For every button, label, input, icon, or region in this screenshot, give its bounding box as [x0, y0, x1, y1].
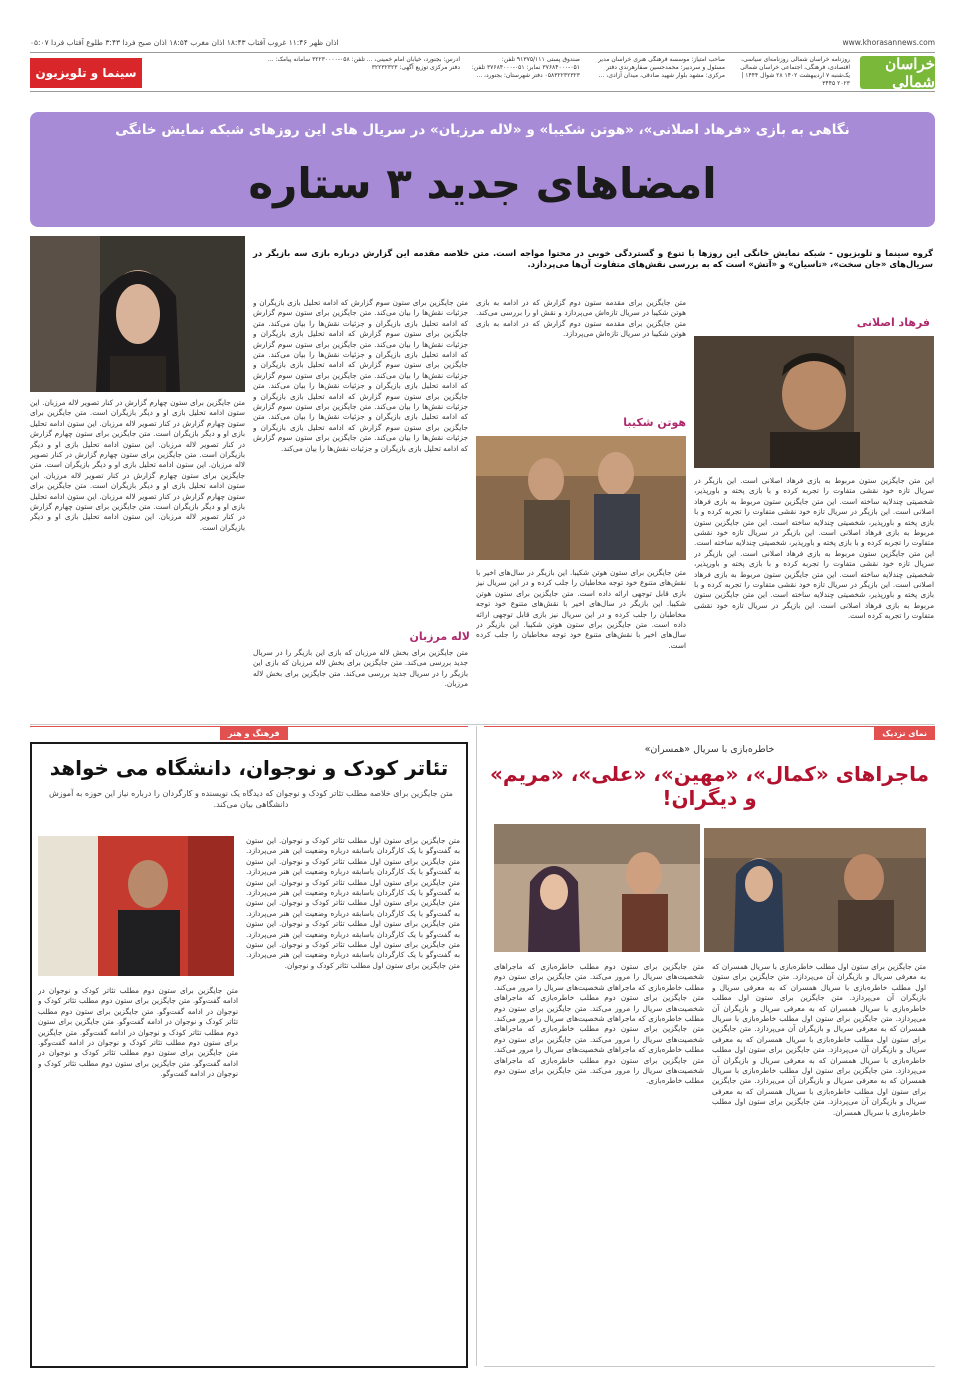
article-column-3: متن جایگزین برای ستون سوم گزارش که ادامه تحلیل بازی بازیگران و جزئیات نقش‌ها را بیان می‌کند. متن جایگزین برای ستون سوم گزارش که ادامه تحلیل بازی بازیگران و جزئیات نقش‌ها را بیان می‌کند. متن جایگزین برای ستون سوم گزارش که ادامه تحلیل بازی بازیگران و جزئیات نقش‌ها را بیان می‌کند. متن جایگزین برای ستون سوم گزارش که ادامه تحلیل بازی بازیگران و جزئیات نقش‌ها را بیان می‌کند. متن جایگزین برای ستون سوم گزارش که ادامه تحلیل بازی بازیگران و جزئیات نقش‌ها را بیان می‌کند. متن جایگزین برای ستون سوم گزارش که ادامه تحلیل بازی بازیگران و جزئیات نقش‌ها را بیان می‌کند. متن جایگزین برای ستون سوم گزارش که ادامه تحلیل بازی بازیگران و جزئیات نقش‌ها را بیان می‌کند. متن جایگزین برای ستون سوم گزارش که ادامه تحلیل بازی بازیگران و جزئیات نقش‌ها را بیان می‌کند. متن جایگزین برای ستون سوم گزارش که ادامه تحلیل بازی بازیگران و جزئیات نقش‌ها را بیان می‌کند. متن جایگزین برای ستون سوم گزارش که ادامه تحلیل بازی بازیگران و جزئیات نقش‌ها را بیان می‌کند. [253, 298, 468, 453]
hootan-shakiba-photo [476, 436, 686, 560]
section-badge[interactable]: سینما و تلویزیون [30, 58, 142, 88]
laleh-marzban-text: متن جایگزین برای بخش لاله مرزبان که بازی این بازیگر را در سریال جدید بررسی می‌کند. متن جایگزین برای بخش لاله مرزبان که بازی این بازیگر را در سریال جدید بررسی می‌کند. متن جایگزین برای بخش لاله مرزبان. [253, 648, 468, 689]
newspaper-logo[interactable]: خراسان شمالی [860, 56, 935, 89]
hamsaran-kicker: خاطره‌بازی با سریال «همسران» [644, 744, 775, 755]
laleh-marzban-heading: لاله مرزبان [409, 630, 470, 643]
laleh-marzban-photo [30, 236, 245, 392]
masthead [30, 52, 935, 92]
banner-subtitle: نگاهی به بازی «فرهاد اصلانی»، «هوتن شکیبا» و «لاله مرزبان» در سریال های این روزهای شبکه نمایش خانگی [115, 122, 850, 138]
top-strip [30, 36, 935, 48]
farhad-aslani-photo [694, 336, 934, 468]
hamsaran-photo-1 [704, 828, 926, 952]
section-divider [30, 724, 935, 725]
theatre-headline: تئاتر کودک و نوجوان، دانشگاه می خواهد [49, 756, 449, 780]
close-up-tag-line [484, 726, 935, 740]
hamsaran-column-2: متن جایگزین برای ستون دوم مطلب خاطره‌بازی که ماجراهای شخصیت‌های سریال را مرور می‌کند. متن جایگزین برای ستون دوم مطلب خاطره‌بازی که ماجراهای شخصیت‌های سریال را مرور می‌کند. متن جایگزین برای ستون دوم مطلب خاطره‌بازی که ماجراهای شخصیت‌های سریال را مرور می‌کند. متن جایگزین برای ستون دوم مطلب خاطره‌بازی که ماجراهای شخصیت‌های سریال را مرور می‌کند. متن جایگزین برای ستون دوم مطلب خاطره‌بازی که ماجراهای شخصیت‌های سریال را مرور می‌کند. متن جایگزین برای ستون دوم مطلب خاطره‌بازی که ماجراهای شخصیت‌های سریال را مرور می‌کند. متن جایگزین برای ستون دوم مطلب خاطره‌بازی که ماجراهای شخصیت‌های سریال را مرور می‌کند. متن جایگزین برای ستون دوم مطلب خاطره‌بازی. [494, 962, 704, 1086]
culture-tag[interactable]: فرهنگ و هنر [220, 726, 288, 740]
theatre-lead: متن جایگزین برای خلاصه مطلب تئاتر کودک و نوجوان که دیدگاه یک نویسنده و کارگردان را درباره نیاز این حوزه به آموزش دانشگاهی بیان می‌کند. [49, 789, 453, 809]
hamsaran-bottom-rule [484, 1366, 935, 1367]
hamsaran-headline: ماجراهای «کمال»، «مهین»، «علی»، «مریم» و دیگران! [489, 762, 930, 810]
banner-headline: امضاهای جدید ۳ ستاره [248, 159, 717, 208]
prayer-times: اذان ظهر ۱۱:۴۶ غروب آفتاب ۱۸:۴۳ اذان مغرب ۱۸:۵۴ اذان صبح فردا ۳:۴۳ طلوع آفتاب فردا ۰۵:۰۷ [30, 37, 339, 47]
masthead-info-2: صاحب امتیاز: موسسه فرهنگی هنری خراسان مدیر مسئول و سردبیر: محمدحسین صفارهرندی دفتر مرکزی: مشهد بلوار شهید صادقی، میدان آزادی، ... [598, 56, 725, 79]
theatre-column-1: متن جایگزین برای ستون اول مطلب تئاتر کودک و نوجوان. این ستون به گفت‌وگو با یک کارگردان باسابقه درباره وضعیت این هنر می‌پردازد. متن جایگزین برای ستون اول مطلب تئاتر کودک و نوجوان. این ستون به گفت‌وگو با یک کارگردان باسابقه درباره وضعیت این هنر می‌پردازد. متن جایگزین برای ستون اول مطلب تئاتر کودک و نوجوان. این ستون به گفت‌وگو با یک کارگردان باسابقه درباره وضعیت این هنر می‌پردازد. متن جایگزین برای ستون اول مطلب تئاتر کودک و نوجوان. این ستون به گفت‌وگو با یک کارگردان باسابقه درباره وضعیت این هنر می‌پردازد. متن جایگزین برای ستون اول مطلب تئاتر کودک و نوجوان. این ستون به گفت‌وگو با یک کارگردان باسابقه درباره وضعیت این هنر می‌پردازد. متن جایگزین برای ستون اول مطلب تئاتر کودک و نوجوان. این ستون به گفت‌وگو با یک کارگردان باسابقه درباره وضعیت این هنر می‌پردازد. متن جایگزین برای ستون اول مطلب تئاتر کودک و نوجوان. [246, 836, 460, 970]
masthead-info-4: آدرس: بجنورد، خیابان امام خمینی، ... تلفن: ۰۵۸-۳۲۲۳۰۰۰۰ سامانه پیامک: ... دفتر مرکزی توزیع آگهی: ۳۲۲۳۲۳۲۳ [267, 56, 460, 71]
hootan-shakiba-heading: هوتن شکیبا [623, 416, 686, 429]
farhad-aslani-heading: فرهاد اصلانی [856, 316, 930, 329]
theatre-director-photo [38, 836, 234, 976]
article-column-4: متن جایگزین برای ستون چهارم گزارش در کنار تصویر لاله مرزبان. این ستون ادامه تحلیل بازی او و دیگر بازیگران است. متن جایگزین برای ستون چهارم گزارش در کنار تصویر لاله مرزبان. این ستون ادامه تحلیل بازی او و دیگر بازیگران است. متن جایگزین برای ستون چهارم گزارش در کنار تصویر لاله مرزبان. این ستون ادامه تحلیل بازی او و دیگر بازیگران است. متن جایگزین برای ستون چهارم گزارش در کنار تصویر لاله مرزبان. این ستون ادامه تحلیل بازی او و دیگر بازیگران است. متن جایگزین برای ستون چهارم گزارش در کنار تصویر لاله مرزبان. این ستون ادامه تحلیل بازی او و دیگر بازیگران است. متن جایگزین برای ستون چهارم گزارش در کنار تصویر لاله مرزبان. این ستون ادامه تحلیل بازی او و دیگر بازیگران است. متن جایگزین برای ستون چهارم گزارش در کنار تصویر لاله مرزبان. این ستون ادامه تحلیل بازی او و دیگر بازیگران است. [30, 398, 245, 532]
hootan-intro-text: متن جایگزین برای مقدمه ستون دوم گزارش که در ادامه به بازی هوتن شکیبا در سریال تازه‌اش می‌پردازد و نقش او را بررسی می‌کند. متن جایگزین برای مقدمه ستون دوم گزارش که در ادامه به بازی هوتن شکیبا در سریال تازه‌اش می‌پردازد. [476, 298, 686, 339]
hootan-shakiba-text: متن جایگزین برای ستون هوتن شکیبا. این بازیگر در سال‌های اخیر با نقش‌های متنوع خود توجه مخاطبان را جلب کرده و در این سریال نیز بازی قابل توجهی ارائه داده است. متن جایگزین برای ستون هوتن شکیبا. این بازیگر در سال‌های اخیر با نقش‌های متنوع خود توجه مخاطبان را جلب کرده و در این سریال نیز بازی قابل توجهی ارائه داده است. متن جایگزین برای ستون هوتن شکیبا. این بازیگر در سال‌های اخیر با نقش‌های متنوع خود توجه مخاطبان را جلب کرده است. [476, 568, 686, 650]
farhad-aslani-text: این متن جایگزین ستون مربوط به بازی فرهاد اصلانی است. این بازیگر در سریال تازه خود نقشی متفاوت را تجربه کرده و با بازی پخته و باورپذیر، شخصیتی چندلایه ساخته است. این متن جایگزین ستون مربوط به بازی فرهاد اصلانی است. این بازیگر در سریال تازه خود نقشی متفاوت را تجربه کرده و با بازی پخته و باورپذیر، شخصیتی چندلایه ساخته است. این متن جایگزین ستون مربوط به بازی فرهاد اصلانی است. این بازیگر در سریال تازه خود نقشی متفاوت را تجربه کرده و با بازی پخته و باورپذیر، شخصیتی چندلایه ساخته است. این متن جایگزین ستون مربوط به بازی فرهاد اصلانی است. این بازیگر در سریال تازه خود نقشی متفاوت را تجربه کرده و با بازی پخته و باورپذیر، شخصیتی چندلایه ساخته است. این متن جایگزین ستون مربوط به بازی فرهاد اصلانی است. این بازیگر در سریال تازه خود نقشی متفاوت را تجربه کرده و با بازی پخته و باورپذیر، شخصیتی چندلایه ساخته است. این متن جایگزین ستون مربوط به بازی فرهاد اصلانی است. این بازیگر در سریال تازه خود نقشی متفاوت را تجربه کرده است. [694, 476, 934, 621]
theatre-column-2: متن جایگزین برای ستون دوم مطلب تئاتر کودک و نوجوان در ادامه گفت‌وگو. متن جایگزین برای ستون دوم مطلب تئاتر کودک و نوجوان در ادامه گفت‌وگو. متن جایگزین برای ستون دوم مطلب تئاتر کودک و نوجوان در ادامه گفت‌وگو. متن جایگزین برای ستون دوم مطلب تئاتر کودک و نوجوان در ادامه گفت‌وگو. متن جایگزین برای ستون دوم مطلب تئاتر کودک و نوجوان در ادامه گفت‌وگو. متن جایگزین برای ستون دوم مطلب تئاتر کودک و نوجوان در ادامه گفت‌وگو. متن جایگزین برای ستون دوم مطلب تئاتر کودک و نوجوان در ادامه گفت‌وگو. [38, 986, 238, 1079]
masthead-info-3: صندوق پستی ۹۱۳۷۵/۱۱۱ تلفن: ۰۵۱-۳۷۶۸۴۰۰۰ نمابر: ۰۵۱-۳۷۶۸۴۰۰۰ تلفن: ۰۵۸۳۲۲۳۲۳۲۳ دفتر شهرستان: بجنورد، ... [471, 56, 580, 79]
article-lead: گروه سینما و تلویزیون - شبکه نمایش خانگی این روزها با تنوع و گستردگی خوبی در محتوا مواجه است. متن خلاصه مقدمه این گزارش درباره بازی سه بازیگر در سریال‌های «جان سخت»، «تاسیان» و «آتش» است که به بررسی نقش‌های متفاوت آن‌ها می‌پردازد. [253, 248, 933, 269]
masthead-info-1: روزنامه خراسان شمالی روزنامه‌ای سیاسی، اقتصادی، فرهنگی، اجتماعی خراسان شمالی یک‌شنبه ۷ ‌اردیبهشت ۱۴۰۲ ۲۸ شوال ۱۴۴۴ | ۲۰۲۳ ۳۴۴۵ [740, 56, 850, 87]
hamsaran-photo-2 [494, 824, 700, 952]
website-link[interactable]: www.khorasannews.com [842, 37, 935, 47]
hamsaran-column-1: متن جایگزین برای ستون اول مطلب خاطره‌بازی با سریال همسران که به معرفی سریال و بازیگران آن می‌پردازد. متن جایگزین برای ستون اول مطلب خاطره‌بازی با سریال همسران که به معرفی سریال و بازیگران آن می‌پردازد. متن جایگزین برای ستون اول مطلب خاطره‌بازی با سریال همسران که به معرفی سریال و بازیگران آن می‌پردازد. متن جایگزین برای ستون اول مطلب خاطره‌بازی با سریال همسران که به معرفی سریال و بازیگران آن می‌پردازد. متن جایگزین برای ستون اول مطلب خاطره‌بازی با سریال همسران که به معرفی سریال و بازیگران آن می‌پردازد. متن جایگزین برای ستون اول مطلب خاطره‌بازی با سریال همسران که به معرفی سریال و بازیگران آن می‌پردازد. متن جایگزین برای ستون اول مطلب خاطره‌بازی با سریال همسران که به معرفی سریال و بازیگران آن می‌پردازد. متن جایگزین برای ستون اول مطلب خاطره‌بازی با سریال همسران که به معرفی سریال و بازیگران آن می‌پردازد. متن جایگزین برای ستون اول مطلب خاطره‌بازی با سریال همسران. [712, 962, 926, 1117]
column-divider [476, 726, 477, 1366]
feature-banner [30, 112, 935, 227]
close-up-tag[interactable]: نمای نزدیک [874, 726, 935, 740]
